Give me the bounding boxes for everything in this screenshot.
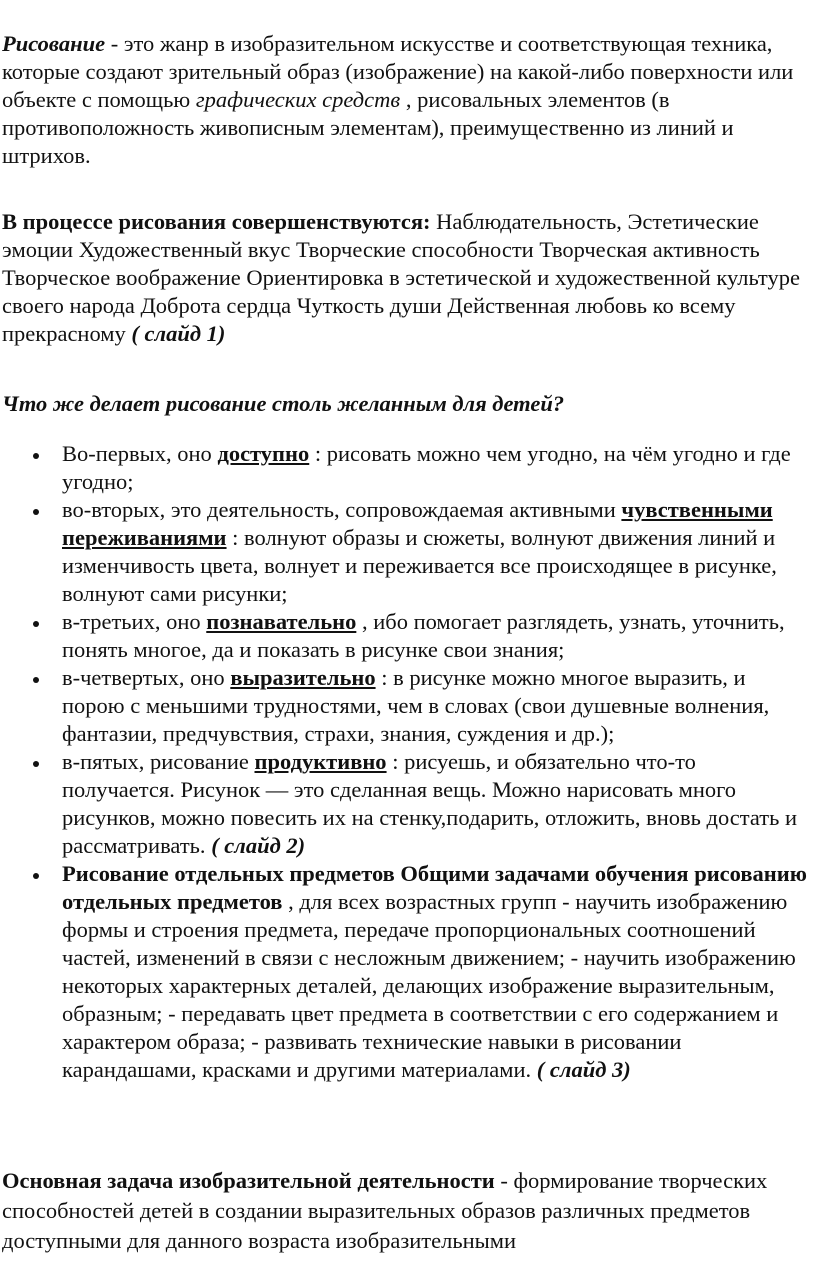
list-item-text: : волнуют образы и сюжеты, волнуют движения линий и изменчивость цвета, волнует и переживается все происходящее в рисунке, волнуют сами рисунки; [62, 525, 777, 606]
improvements-text: Наблюдательность, Эстетические эмоции Художественный вкус Творческие способности Творческая активность Творческое воображение Ориентировка в эстетической и художественной культуре своего народа Доброта сердца Чуткость души Действенная любовь ко всему прекрасному [2, 209, 800, 346]
list-item [0, 440, 816, 496]
list-item [0, 608, 816, 664]
slide-ref-2: ( слайд 2) [211, 833, 306, 858]
slide-ref-3: ( слайд 3) [536, 1057, 631, 1082]
list-item [0, 664, 816, 748]
term-heading: Рисование [2, 31, 106, 56]
question-text: Что же делает рисование столь желанным для детей? [2, 391, 565, 416]
list-item-text: во-вторых, это деятельность, сопровождаемая активными [62, 497, 622, 522]
list-item-keyword: продуктивно [254, 749, 387, 774]
slide-ref-1: ( слайд 1) [131, 321, 226, 346]
list-item-keyword: познавательно [206, 609, 357, 634]
list-item-text: : рисовать можно чем угодно, на чём угодно и где угодно; [62, 441, 791, 494]
definition-text-2: , рисовальных элементов (в противоположность живописным элементам), преимущественно из линий и штрихов. [2, 87, 734, 168]
list-item-text: в-четвертых, оно [62, 665, 231, 690]
list-item-text: : в рисунке можно многое выразить, и порою с меньшими трудностями, чем в словах (свои душевные волнения, фантазии, предчувствия, страхи, знания, суждения и др.); [62, 665, 770, 746]
drawing-objects-heading: Рисование отдельных предметов Общими задачами обучения рисованию отдельных предметов [62, 861, 807, 914]
list-item [0, 496, 816, 608]
definition-paragraph [2, 30, 814, 170]
list-item [0, 860, 816, 1084]
list-item-text: , ибо помогает разглядеть, узнать, уточнить, понять многое, да и показать в рисунке свои знания; [62, 609, 785, 662]
list-item-keyword: выразительно [230, 665, 376, 690]
question-heading [2, 390, 814, 418]
list-item-text: в-пятых, рисование [62, 749, 255, 774]
main-task-paragraph [2, 1166, 814, 1256]
main-task-text: - формирование творческих способностей детей в создании выразительных образов различных предметов доступными для данного возраста изобразительными [2, 1168, 768, 1253]
list-item-text: в-третьих, оно [62, 609, 207, 634]
drawing-objects-text: , для всех возрастных групп - научить изображению формы и строения предмета, передаче пропорциональных соотношений частей, изменений в связи с несложным движением; - научить изображению некоторых характерных деталей, делающих изображение выразительным, образным; - передавать цвет предмета в соответствии с его содержанием и характером образа; - развивать технические навыки в рисовании карандашами, красками и другими материалами. [62, 889, 796, 1082]
improvements-lead: В процессе рисования совершенствуются: [2, 209, 431, 234]
improvements-paragraph [2, 208, 814, 348]
list-item [0, 748, 816, 860]
list-item-keyword: чувственными переживаниями [62, 497, 773, 550]
definition-text-1: - это жанр в изобразительном искусстве и соответствующая техника, которые создают зрительный образ (изображение) на какой-либо поверхности или объекте с помощью [2, 31, 794, 112]
graphic-means-term: графических средств [195, 87, 401, 112]
list-item-keyword: доступно [217, 441, 310, 466]
list-item-text: Во-первых, оно [62, 441, 218, 466]
reasons-list [0, 440, 816, 1084]
list-item-text: : рисуешь, и обязательно что-то получается. Рисунок — это сделанная вещь. Можно нарисовать много рисунков, можно повесить их на стенку,подарить, отложить, вновь достать и рассматривать. [62, 749, 798, 858]
main-task-lead: Основная задача изобразительной деятельности [2, 1168, 495, 1193]
